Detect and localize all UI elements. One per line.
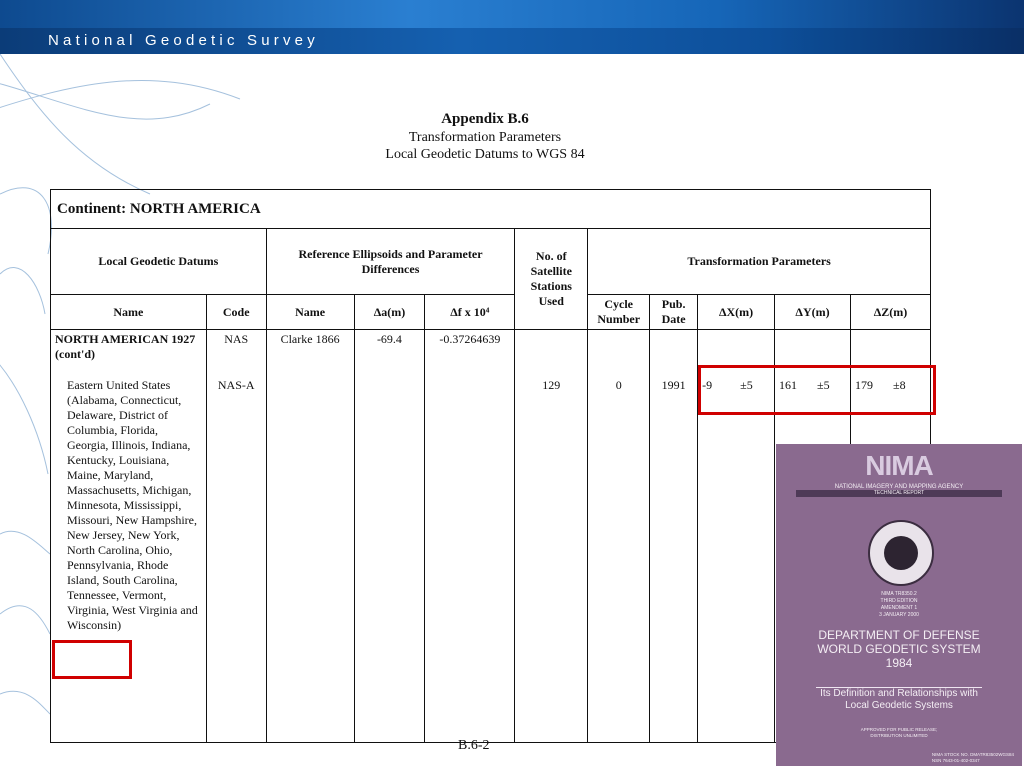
stock-number <box>932 752 1014 764</box>
group-ellipsoids: Reference Ellipsoids and Parameter Differences <box>266 229 515 295</box>
dx-value <box>698 366 775 743</box>
report-cover <box>776 444 1022 766</box>
report-type: TECHNICAL REPORT <box>796 490 1002 497</box>
report-date: 3 JANUARY 2000 <box>879 612 919 618</box>
table-row <box>51 330 931 366</box>
dy-error: ±5 <box>817 377 830 392</box>
cover-title <box>776 628 1022 670</box>
pub-date-value: 1991 <box>650 366 698 743</box>
cover-title-line2: WORLD GEODETIC SYSTEM <box>817 642 981 656</box>
report-number: NIMA TR8350.2 <box>881 591 917 597</box>
col-cycle: Cycle Number <box>588 295 650 330</box>
delta-a-value: -69.4 <box>354 330 425 366</box>
cover-subtitle-line1: Its Definition and Relationships with <box>820 688 978 699</box>
release-line2: DISTRIBUTION UNLIMITED <box>870 733 928 738</box>
region-code: NAS-A <box>206 366 266 743</box>
header-banner <box>0 0 1024 54</box>
agency-name: NATIONAL IMAGERY AND MAPPING AGENCY <box>834 484 964 490</box>
banner-title: National Geodetic Survey <box>48 32 319 49</box>
col-dy: ΔY(m) <box>775 295 851 330</box>
col-ellipsoid-name: Name <box>266 295 354 330</box>
col-delta-f: Δf x 10⁴ <box>425 295 515 330</box>
group-stations: No. of Satellite Stations Used <box>515 229 588 330</box>
cover-title-line1: DEPARTMENT OF DEFENSE <box>818 628 980 642</box>
release-statement <box>776 727 1022 739</box>
appendix-subtitle: Transformation Parameters <box>408 130 562 145</box>
dz-number: 179 <box>854 377 873 392</box>
col-pub-date: Pub. Date <box>650 295 698 330</box>
appendix-heading <box>330 110 640 163</box>
page-number: B.6-2 <box>458 738 490 753</box>
datum-code: NAS <box>206 330 266 366</box>
dx-error: ±5 <box>740 377 753 392</box>
group-transformation: Transformation Parameters <box>588 229 931 295</box>
dz-error: ±8 <box>892 377 906 392</box>
dy-number: 161 <box>779 377 798 392</box>
datum-name: NORTH AMERICAN 1927 (cont'd) <box>51 330 207 366</box>
col-dz: ΔZ(m) <box>850 295 930 330</box>
delta-f-value: -0.37264639 <box>425 330 515 366</box>
stock-line1: NIMA STOCK NO. DMATR83502WGS84 <box>931 752 1014 757</box>
col-name: Name <box>51 295 207 330</box>
appendix-title: Appendix B.6 <box>441 111 529 127</box>
col-dx: ΔX(m) <box>698 295 775 330</box>
ellipsoid-name: Clarke 1866 <box>266 330 354 366</box>
release-line1: APPROVED FOR PUBLIC RELEASE; <box>860 727 938 732</box>
appendix-subtitle-2: Local Geodetic Datums to WGS 84 <box>385 147 585 162</box>
report-amendment: AMENDMENT 1 <box>880 605 918 611</box>
group-local-datums: Local Geodetic Datums <box>51 229 267 295</box>
cycle-value: 0 <box>588 366 650 743</box>
banner-highlight <box>0 0 1024 28</box>
stations-value: 129 <box>515 366 588 743</box>
continent-label: Continent: NORTH AMERICA <box>51 190 931 229</box>
col-delta-a: Δa(m) <box>354 295 425 330</box>
cover-subtitle-line2: Local Geodetic Systems <box>845 700 953 711</box>
nima-logo: NIMA <box>865 450 933 481</box>
stock-line2: NSN 7643-01-402-0347 <box>931 758 980 763</box>
report-details <box>776 591 1022 619</box>
region-name: Eastern United States (Alabama, Connecticut, Delaware, District of Columbia, Florida, Georgia, Illinois, Indiana, Kentucky, Louisiana, Maine, Maryland, Massachusetts, Michigan, Minnesota, Mississippi, Missouri, New Hampshire, New Jersey, New York, North Carolina, Ohio, Pennsylvania, Rhode Island, South Carolina, Tennessee, Vermont, Virginia, West Virginia and Wisconsin) <box>51 366 207 743</box>
dx-number: -9 <box>702 377 713 392</box>
report-edition: THIRD EDITION <box>880 598 918 604</box>
highlight-box-virginia <box>52 640 132 679</box>
highlight-box-parameters <box>698 365 936 415</box>
col-code: Code <box>206 295 266 330</box>
agency-seal <box>868 520 934 586</box>
cover-title-line3: 1984 <box>885 656 913 670</box>
cover-subtitle <box>776 688 1022 712</box>
